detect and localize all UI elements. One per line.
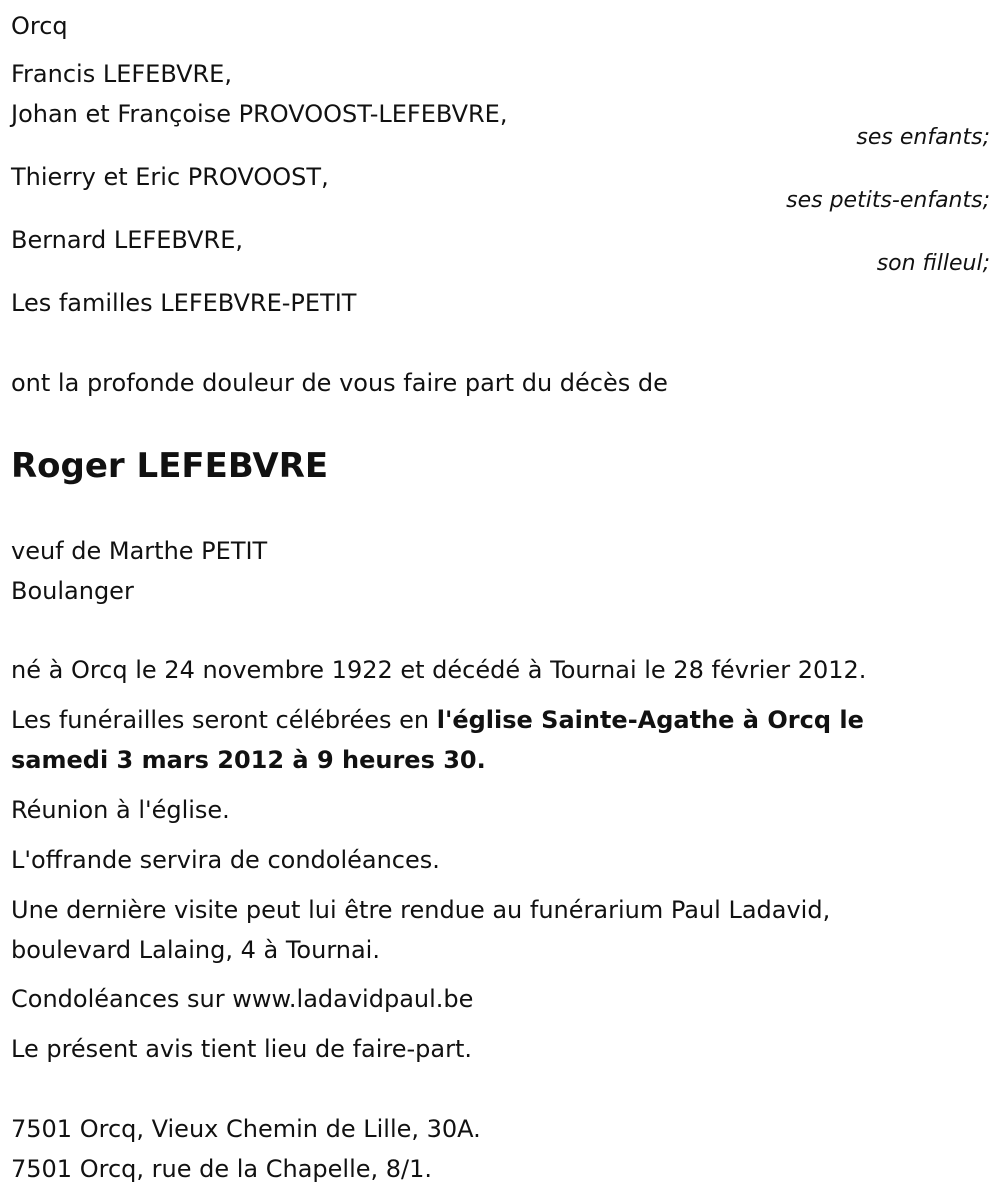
funeral-line-1	[11, 705, 864, 735]
spouse-line: veuf de Marthe PETIT	[11, 537, 268, 565]
birth-death-line: né à Orcq le 24 novembre 1922 et décédé à Tournai le 28 février 2012.	[11, 656, 867, 684]
visit-line-2: boulevard Lalaing, 4 à Tournai.	[11, 936, 380, 964]
offering-line: L'offrande servira de condoléances.	[11, 846, 440, 874]
announcement-text: ont la profonde douleur de vous faire part du décès de	[11, 369, 668, 397]
families-line: Les familles LEFEBVRE-PETIT	[11, 289, 357, 317]
funeral-place: l'église Sainte-Agathe à Orcq le	[436, 706, 864, 734]
visit-line-1: Une dernière visite peut lui être rendue au funérarium Paul Ladavid,	[11, 896, 831, 924]
funeral-date: samedi 3 mars 2012 à 9 heures 30.	[11, 746, 486, 774]
funeral-intro: Les funérailles seront célébrées en	[11, 706, 437, 734]
notice-line: Le présent avis tient lieu de faire-part.	[11, 1035, 473, 1063]
godson-line: Bernard LEFEBVRE,	[11, 226, 244, 254]
godson-role: son filleul;	[876, 251, 990, 276]
children-line-2: Johan et Françoise PROVOOST-LEFEBVRE,	[11, 100, 508, 128]
meeting-line: Réunion à l'église.	[11, 796, 230, 824]
grandchildren-line: Thierry et Eric PROVOOST,	[11, 163, 329, 191]
grandchildren-role: ses petits-enfants;	[786, 188, 990, 213]
profession-line: Boulanger	[11, 577, 134, 605]
address-line-1: 7501 Orcq, Vieux Chemin de Lille, 30A.	[11, 1115, 481, 1143]
deceased-name: Roger LEFEBVRE	[11, 446, 329, 486]
children-line-1: Francis LEFEBVRE,	[11, 60, 232, 88]
children-role: ses enfants;	[856, 125, 990, 150]
address-line-2: 7501 Orcq, rue de la Chapelle, 8/1.	[11, 1155, 433, 1183]
location-header: Orcq	[11, 12, 68, 40]
funeral-line-2	[11, 745, 486, 775]
condolences-line: Condoléances sur www.ladavidpaul.be	[11, 985, 474, 1013]
